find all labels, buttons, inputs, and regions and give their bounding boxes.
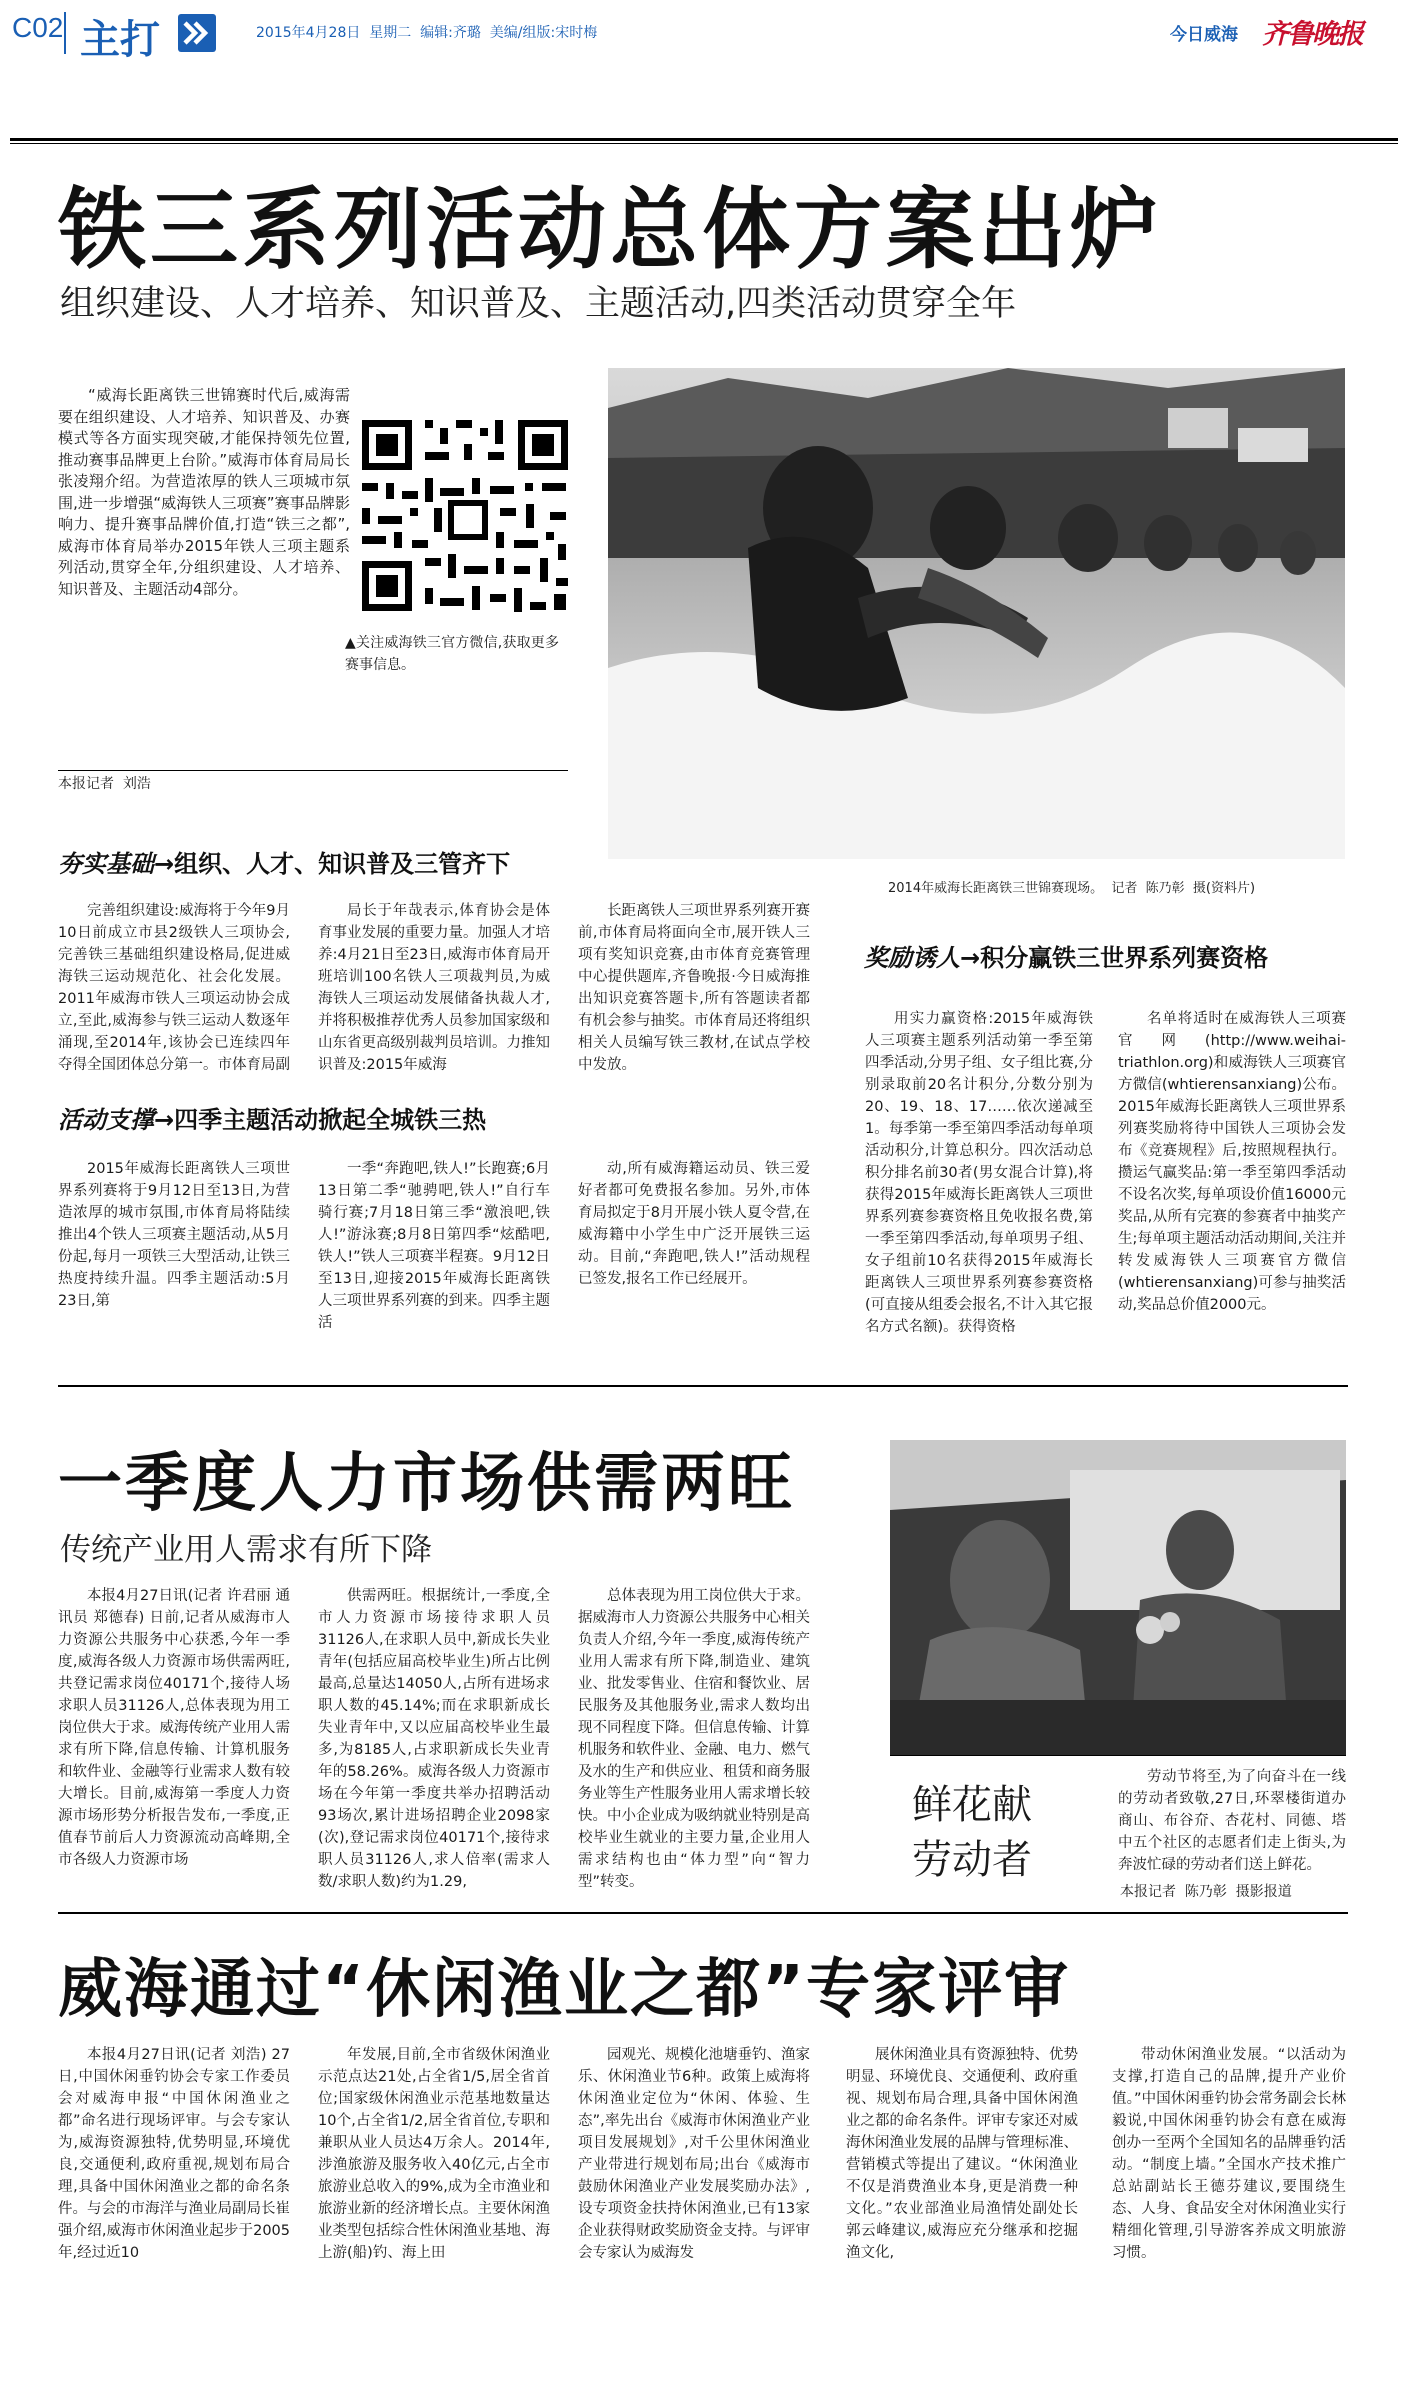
page-header	[0, 0, 1409, 150]
section-title: 主打	[80, 17, 160, 63]
article2-subtitle: 传统产业用人需求有所下降	[60, 1532, 432, 1568]
qr-code	[350, 408, 580, 623]
byline-rule	[58, 770, 568, 771]
photo-story-text: 劳动节将至,为了向奋斗在一线的劳动者致敬,27日,环翠楼街道办商山、布谷夼、杏花村、同德、塔中五个社区的志愿者们走上街头,为奔波忙碌的劳动者们送上鲜花。	[1118, 1769, 1346, 1873]
sec2-col2: 一季“奔跑吧,铁人!”长跑赛;6月13日第二季“驰骋吧,铁人!”自行车骑行赛;7月18日第三季“激浪吧,铁人!”游泳赛;8月8日第四季“炫酷吧,铁人!”铁人三项赛半程赛。9月12日至13日,迎接2015年威海长距离铁人三项世界系列赛的到来。四季主题活	[318, 1161, 550, 1331]
sec1-key: 夯实基础	[58, 849, 154, 878]
photo-caption: 2014年威海长距离铁三世锦赛现场。 记者 陈乃彰 摄(资料片)	[888, 881, 1256, 896]
sec2-key: 活动支撑	[58, 1105, 154, 1134]
page-number: C02	[12, 12, 64, 43]
photo-story-byline: 本报记者 陈乃彰 摄影报道	[1120, 1884, 1292, 1900]
header-divider	[64, 12, 66, 54]
photo-story-title-2: 劳动者	[912, 1837, 1032, 1883]
sec3-col2: 名单将适时在威海铁人三项赛官网(http://www.weihai-triathlon.org)和威海铁人三项赛官方微信(whtierensanxiang)公布。2015年威海长距离铁人三项世界系列赛奖励将待中国铁人三项协会发布《竞赛规程》后,按照规程执行。攒运气赢奖品:第一季至第四季活动不设名次奖,每单项设价值16000元奖品,从所有完赛的参赛者中抽奖产生;每单项主题活动活动期间,关注并转发威海铁人三项赛官方微信(whtierensanxiang)可参与抽奖活动,奖品总价值2000元。	[1118, 1011, 1346, 1313]
sec1-title: →组织、人才、知识普及三管齐下	[154, 850, 511, 878]
sec1-col2: 局长于年哉表示,体育协会是体育事业发展的重要力量。加强人才培养:4月21日至23日,威海市体育局开班培训100名铁人三项裁判员,为威海铁人三项运动发展储备执裁人才,并将积极推荐优秀人员参加国家级和山东省更高级别裁判员培训。力推知识普及:2015年威海	[318, 903, 550, 1073]
sec3-title: →积分赢铁三世界系列赛资格	[960, 944, 1269, 972]
article2-col1: 本报4月27日讯(记者 许君丽 通讯员 郑德春) 日前,记者从威海市人力资源公共服务中心获悉,今年一季度,威海各级人力资源市场供需两旺,共登记需求岗位40171个,接待人场求职人员31126人,总体表现为用工岗位供大于求。威海传统产业用人需求有所下降,信息传输、计算机服务和软件业、金融等行业需求人数有较大增长。目前,威海第一季度人力资源市场形势分析报告发布,一季度,正值春节前后人力资源流动高峰期,全市各级人力资源市场	[58, 1588, 290, 1868]
article3-col3: 园观光、规模化池塘垂钓、渔家乐、休闲渔业节6种。政策上威海将休闲渔业定位为“休闲、体验、生态”,率先出台《威海市休闲渔业产业项目发展规划》,对千公里休闲渔业产业带进行规划布局;出台《威海市鼓励休闲渔业产业发展奖励办法》,设专项资金扶持休闲渔业,已有13家企业获得财政奖励资金支持。与评审会专家认为威海发	[578, 2047, 810, 2261]
issue-meta: 2015年4月28日 星期二 编辑:齐璐 美编/组版:宋时梅	[256, 25, 598, 41]
article1-byline: 本报记者 刘浩	[58, 776, 151, 792]
newspaper-logo: 齐鲁晚报	[1262, 19, 1362, 50]
qr-caption: ▲关注威海铁三官方微信,获取更多赛事信息。	[345, 635, 559, 673]
article3-col1: 本报4月27日讯(记者 刘浩) 27日,中国休闲垂钓协会专家工作委员会对威海申报“中国休闲渔业之都”命名进行现场评审。与会专家认为,威海资源独特,优势明显,环境优良,交通便利,政府重视,规划布局合理,具备中国休闲渔业之都的命名条件。与会的市海洋与渔业局副局长崔强介绍,威海市休闲渔业起步于2005年,经过近10	[58, 2047, 290, 2261]
article3-col2: 年发展,目前,全市省级休闲渔业示范点达21处,占全省1/5,居全省首位;国家级休闲渔业示范基地数量达10个,占全省1/2,居全省首位,专职和兼职从业人员达4万余人。2014年,涉渔旅游及服务收入40亿元,占全市旅游业总收入的9%,成为全市渔业和旅游业新的经济增长点。主要休闲渔业类型包括综合性休闲渔业基地、海上游(船)钓、海上田	[318, 2047, 550, 2261]
article2-end-rule	[58, 1912, 1348, 1914]
edition-name: 今日威海	[1170, 25, 1238, 45]
article1-subtitle: 组织建设、人才培养、知识普及、主题活动,四类活动贯穿全年	[60, 284, 1017, 324]
sec3-col1: 用实力赢资格:2015年威海铁人三项赛主题系列活动第一季至第四季活动,分男子组、女子组比赛,分别录取前20名计积分,分数分别为20、19、18、17……依次递减至1。每季第一季至第四季活动每单项活动积分,计算总积分。四次活动总积分排名前30者(男女混合计算),将获得2015年威海长距离铁人三项世界系列赛参赛资格且免收报名费,第一季至第四季活动,每单项男子组、女子组前10名获得2015年威海长距离铁人三项世界系列赛参赛资格(可直接从组委会报名,不计入其它报名方式名额)。获得资格	[865, 1011, 1093, 1335]
sec1-col1: 完善组织建设:威海将于今年9月10日前成立市县2级铁人三项协会,完善铁三基础组织建设格局,促进威海铁三运动规范化、社会化发展。2011年威海市铁人三项运动协会成立,至此,威海参与铁三运动人数逐年涌现,至2014年,该协会已连续四年夺得全国团体总分第一。市体育局副	[58, 903, 290, 1073]
header-rule-bottom	[10, 143, 1398, 144]
photo-story-rule	[890, 1755, 1346, 1756]
article3-title: 威海通过“休闲渔业之都”专家评审	[58, 1953, 1071, 2027]
sec1-col3: 长距离铁人三项世界系列赛开赛前,市体育局将面向全市,展开铁人三项有奖知识竞赛,由市体育竞赛管理中心提供题库,齐鲁晚报·今日威海推出知识竞赛答题卡,所有答题读者都有机会参与抽奖。市体育局还将组织相关人员编写铁三教材,在试点学校中发放。	[578, 903, 810, 1073]
sec2-heading	[58, 1100, 486, 1135]
article1-intro: “威海长距离铁三世锦赛时代后,威海需要在组织建设、人才培养、知识普及、办赛模式等各方面实现突破,才能保持领先位置,推动赛事品牌更上台阶。”威海市体育局局长张凌翔介绍。为营造浓厚的铁人三项城市氛围,进一步增强“威海铁人三项赛”赛事品牌影响力、提升赛事品牌价值,打造“铁三之都”,威海市体育局举办2015年铁人三项主题系列活动,贯穿全年,分组织建设、人才培养、知识普及、主题活动4部分。	[58, 386, 350, 598]
sec3-key: 奖励诱人	[864, 943, 960, 972]
sec3-heading	[864, 938, 1268, 973]
volunteer-photo	[890, 1440, 1346, 1755]
sec2-title: →四季主题活动掀起全城铁三热	[154, 1106, 487, 1134]
photo-story-title-1: 鲜花献	[912, 1782, 1032, 1828]
sec1-heading	[58, 844, 510, 879]
chevron-double-icon	[178, 14, 216, 52]
article2-title: 一季度人力市场供需两旺	[58, 1447, 795, 1521]
article1-end-rule	[58, 1385, 1348, 1387]
article1-title: 铁三系列活动总体方案出炉	[58, 178, 1163, 281]
article3-col5: 带动休闲渔业发展。“以活动为支撑,打造自己的品牌,提升产业价值。”中国休闲垂钓协会常务副会长林毅说,中国休闲垂钓协会有意在威海创办一至两个全国知名的品牌垂钓活动。“制度上墙。”全国水产技术推广总站副站长王德芬建议,要围绕生态、人身、食品安全对休闲渔业实行精细化管理,引导游客养成文明旅游习惯。	[1112, 2047, 1346, 2261]
triathlon-photo	[608, 368, 1345, 859]
article2-col2: 供需两旺。根据统计,一季度,全市人力资源市场接待求职人员31126人,在求职人员中,新成长失业青年(包括应届高校毕业生)所占比例最高,总量达14050人,占所有进场求职人数的45.14%;而在求职新成长失业青年中,又以应届高校毕业生最多,为8185人,占求职新成长失业青年的58.26%。威海各级人力资源市场在今年第一季度共举办招聘活动93场次,累计进场招聘企业2098家(次),登记需求岗位40171个,接待求职人员31126人,求人倍率(需求人数/求职人数)约为1.29,	[318, 1588, 550, 1890]
article2-col3: 总体表现为用工岗位供大于求。据威海市人力资源公共服务中心相关负责人介绍,今年一季度,威海传统产业用人需求有所下降,制造业、建筑业、批发零售业、住宿和餐饮业、居民服务及其他服务业,需求人数均出现不同程度下降。但信息传输、计算机服务和软件业、金融、电力、燃气及水的生产和供应业、租赁和商务服务业等生产性服务业用人需求增长较快。中小企业成为吸纳就业特别是高校毕业生就业的主要力量,企业用人需求结构也由“体力型”向“智力型”转变。	[578, 1588, 810, 1890]
sec2-col1: 2015年威海长距离铁人三项世界系列赛将于9月12日至13日,为营造浓厚的城市氛围,市体育局将陆续推出4个铁人三项赛主题活动,从5月份起,每月一项铁三大型活动,让铁三热度持续升温。四季主题活动:5月23日,第	[58, 1161, 290, 1309]
article3-col4: 展休闲渔业具有资源独特、优势明显、环境优良、交通便利、政府重视、规划布局合理,具备中国休闲渔业之都的命名条件。评审专家还对威海休闲渔业发展的品牌与管理标准、营销模式等提出了建议。“休闲渔业不仅是消费渔业本身,更是消费一种文化。”农业部渔业局渔情处副处长郭云峰建议,威海应充分继承和挖掘渔文化,	[846, 2047, 1078, 2261]
header-rule-top	[10, 138, 1398, 141]
sec2-col3: 动,所有威海籍运动员、铁三爱好者都可免费报名参加。另外,市体育局拟定于8月开展小铁人夏令营,在威海籍中小学生中广泛开展铁三运动。目前,“奔跑吧,铁人!”活动规程已签发,报名工作已经展开。	[578, 1161, 810, 1287]
